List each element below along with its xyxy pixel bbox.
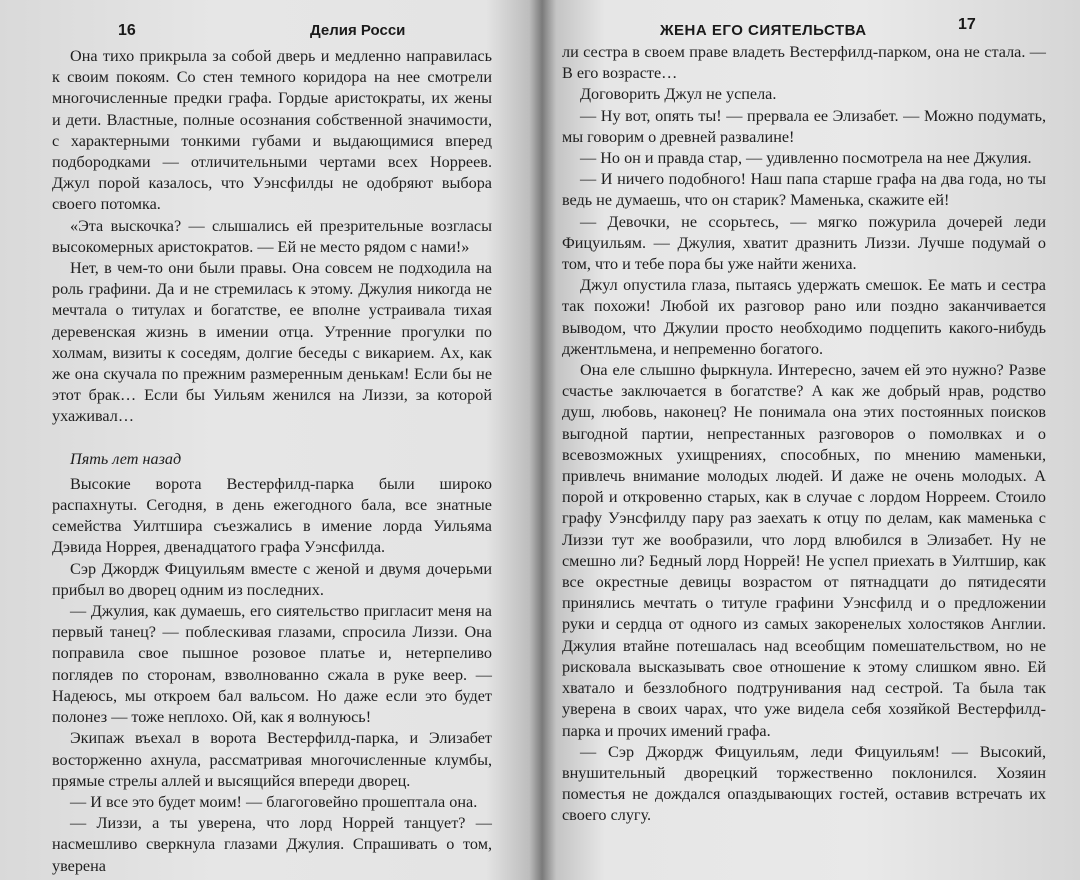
- left-page: [0, 0, 512, 880]
- paragraph: — Но он и правда стар, — удивленно посмотрела на нее Джулия.: [580, 149, 1032, 168]
- paragraph: «Эта выскочка? — слышались ей презрительные возгласы высокомерных аристократов. — Ей не место рядом с нами!»: [52, 216, 492, 256]
- left-page-text: [52, 46, 492, 877]
- section-heading: Пять лет назад: [70, 449, 182, 468]
- paragraph: — Сэр Джордж Фицуильям, леди Фицуильям! — Высокий, внушительный дворецкий торжественно поклонился. Хозяин поместья не дождался опаздывающих гостей, оставив встречать их своего слугу.: [562, 742, 1046, 825]
- right-page-text: [562, 42, 1046, 827]
- paragraph: Договорить Джул не успела.: [580, 85, 777, 104]
- paragraph: Экипаж въехал в ворота Вестерфилд-парка, и Элизабет восторженно ахнула, рассматривая многочисленные клумбы, прямые стрелы аллей и высящийся впереди дворец.: [52, 729, 492, 790]
- paragraph: Сэр Джордж Фицуильям вместе с женой и двумя дочерьми прибыл во дворец одним из последних.: [52, 559, 492, 599]
- paragraph: Нет, в чем-то они были правы. Она совсем не подходила на роль графини. Да и не стремилась к этому. Джулия никогда не мечтала о титулах и богатстве, ее вполне устраивала тихая деревенская жизнь в имении отца. Утренние прогулки по холмам, визиты к соседям, долгие беседы с викарием. Ах, как же она скучала по прежним размеренным денькам! Если бы не этот брак… Если бы Уильям женился на Лиззи, за которой ухаживал…: [52, 259, 492, 426]
- left-page-number: 16: [118, 22, 136, 39]
- paragraph: Она еле слышно фыркнула. Интересно, зачем ей это нужно? Разве счастье заключается в богатстве? А как же добрый нрав, родство душ, любовь, наконец? Не понимала она этих постоянных поисков выгодной партии, непрестанных разговоров о помолвках и о всевозможных ухищрениях, способных, по мнению маменьки, привлечь внимание молодых людей. И даже не очень молодых. А порой и откровенно старых, как в случае с лордом Норреем. Стоило графу Уэнсфилду пару раз заехать к отцу по делам, как маменька с Лиззи тут же вообразили, что лорд влюбился в Элизабет. Ну не смешно ли? Бедный лорд Норрей! Не успел приехать в Уилтшир, как все окрестные девицы возрастом от пятнадцати до пятидесяти принялись мечтать о титуле графини Уэнсфилд и о предложении руки и сердца от одного из самых закоренелых холостяков Англии. Джулия втайне потешалась над всеобщим помешательством, но не рисковала высказывать свое отношение к этому слишком явно. Ей хватало и беззлобного подтрунивания над сестрой. Та была так уверена в своих чарах, что уже видела себя хозяйкой Вестерфилд-парка и прочих имений графа.: [562, 361, 1046, 740]
- paragraph: — Лиззи, а ты уверена, что лорд Норрей танцует? — насмешливо сверкнула глазами Джулия. Спрашивать о том, уверена: [52, 814, 492, 875]
- right-running-head: ЖЕНА ЕГО СИЯТЕЛЬСТВА: [660, 22, 867, 39]
- paragraph: Она тихо прикрыла за собой дверь и медленно направилась к своим покоям. Со стен темного коридора на нее смотрели многочисленные предки графа. Гордые аристократы, их жены и дети. Властные, полные осознания собственной значимости, с характерными тонкими губами и выдающимися вперед подбородками — отличительными чертами всех Норреев. Джул порой казалось, что Уэнсфилды не одобряют выбора своего потомка.: [52, 47, 492, 214]
- paragraph: — И все это будет моим! — благоговейно прошептала она.: [70, 792, 478, 811]
- paragraph: ли сестра в своем праве владеть Вестерфилд-парком, она не стала. — В его возрасте…: [562, 43, 1046, 83]
- left-page-header: [52, 12, 492, 46]
- right-page-number: 17: [958, 16, 976, 33]
- right-page-header: [562, 8, 1046, 42]
- paragraph: Джул опустила глаза, пытаясь удержать смешок. Ее мать и сестра так похожи! Любой их разговор рано или поздно заканчивается выводом, что Джулии просто необходимо подцепить какого-нибудь джентльмена, и непременно богатого.: [562, 276, 1046, 358]
- paragraph: — Ну вот, опять ты! — прервала ее Элизабет. — Можно подумать, мы говорим о древней развалине!: [562, 106, 1046, 146]
- paragraph: — Джулия, как думаешь, его сиятельство пригласит меня на первый танец? — поблескивая глазами, спросила Лиззи. Она поправила свое пышное розовое платье и, нетерпеливо поглядев по сторонам, взволнованно сжала в руке веер. — Надеюсь, мы откроем бал вальсом. Но даже если это будет полонез — тоже неплохо. Ой, как я волнуюсь!: [52, 602, 492, 727]
- right-page: [536, 0, 1080, 880]
- paragraph: — И ничего подобного! Наш папа старше графа на два года, но ты ведь не думаешь, что он старик? Маменька, скажите ей!: [562, 170, 1046, 210]
- left-running-head: Делия Росси: [310, 22, 406, 39]
- paragraph: Высокие ворота Вестерфилд-парка были широко распахнуты. Сегодня, в день ежегодного бала, все знатные семейства Уилтшира съезжались в имение лорда Уильяма Дэвида Норрея, двенадцатого графа Уэнсфилда.: [52, 474, 492, 557]
- paragraph: — Девочки, не ссорьтесь, — мягко пожурила дочерей леди Фицуильям. — Джулия, хватит дразнить Лиззи. Лучше подумай о том, что и тебе пора бы уже найти жениха.: [562, 212, 1046, 274]
